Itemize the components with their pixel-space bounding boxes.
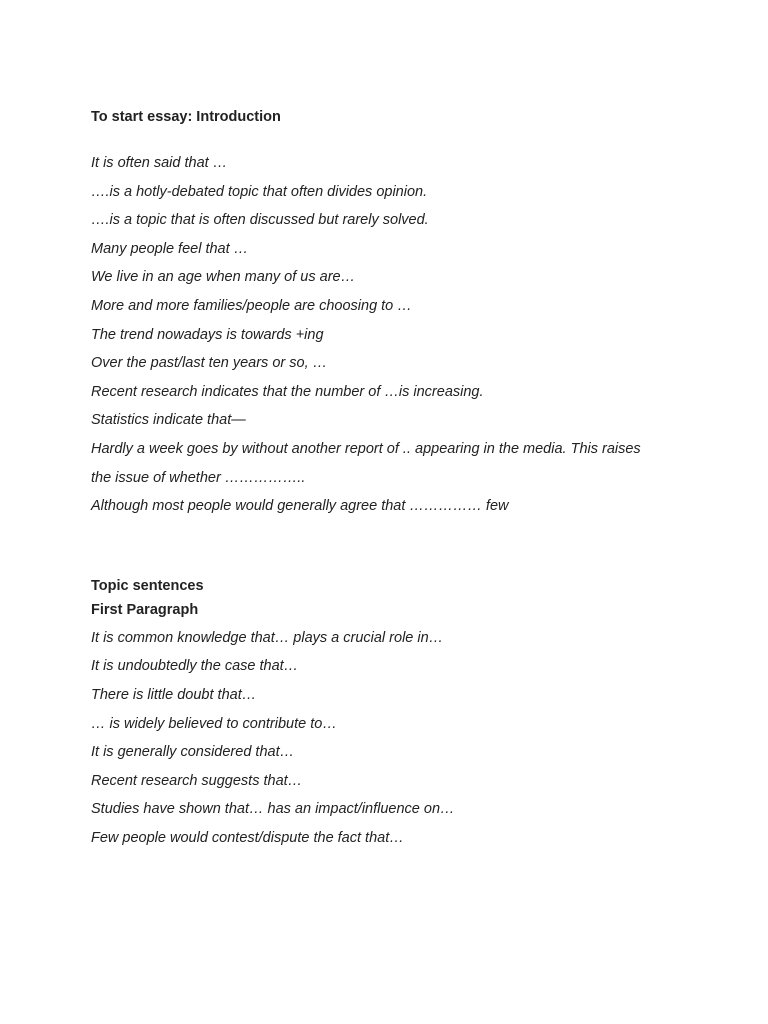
introduction-section [91,108,711,521]
introduction-heading: To start essay: Introduction [91,109,281,125]
introduction-phrase-list [91,149,711,521]
intro-phrase: ….is a hotly-debated topic that often divides opinion. [91,183,428,200]
first-paragraph-heading: First Paragraph [91,601,199,618]
intro-phrase: Statistics indicate that— [91,412,246,429]
intro-phrase: the issue of whether …………….. [91,469,306,486]
intro-phrase: We live in an age when many of us are… [91,269,356,286]
topic-sentences-section [91,574,711,853]
topic-phrase: It is generally considered that… [91,744,295,761]
intro-phrase: Recent research indicates that the number of …is increasing. [91,383,484,400]
topic-phrase: … is widely believed to contribute to… [91,715,337,732]
topic-phrase: There is little doubt that… [91,686,257,703]
topic-phrase: It is undoubtedly the case that… [91,658,299,675]
intro-phrase: Although most people would generally agree that …………… few [91,498,509,515]
document-content [91,108,711,852]
intro-phrase: Many people feel that … [91,240,249,257]
topic-phrase: It is common knowledge that… plays a crucial role in… [91,629,444,646]
intro-phrase: Over the past/last ten years or so, … [91,355,328,372]
topic-phrase: Studies have shown that… has an impact/influence on… [91,801,455,818]
intro-phrase: More and more families/people are choosing to … [91,297,412,314]
topic-sentences-heading: Topic sentences [91,577,204,594]
topic-phrase-list [91,624,711,853]
topic-phrase: Few people would contest/dispute the fact that… [91,829,404,846]
topic-phrase: Recent research suggests that… [91,772,303,789]
intro-phrase: The trend nowadays is towards +ing [91,326,324,343]
intro-phrase: Hardly a week goes by without another report of .. appearing in the media. This raises [91,440,641,457]
intro-phrase: It is often said that … [91,155,228,171]
intro-phrase: ….is a topic that is often discussed but rarely solved. [91,212,429,229]
